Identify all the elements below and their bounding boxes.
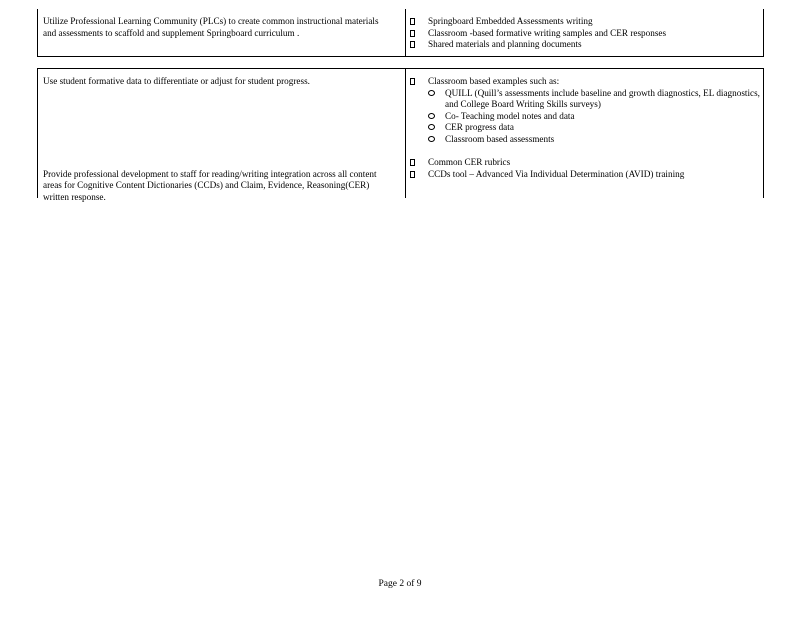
table-strategy-1 [37,9,764,57]
bullet-box-icon [410,18,415,25]
bullet-box-icon [410,78,415,85]
column-divider [405,9,406,56]
list-item: Classroom -based formative writing samples and CER responses [410,28,760,40]
list-item: Classroom based examples such as: [410,76,760,88]
column-divider [405,69,406,198]
sub-list-item: CER progress data [410,122,760,134]
bullet-box-icon [410,30,415,37]
circle-bullet-icon [428,136,435,142]
list-item: Springboard Embedded Assessments writing [410,16,760,28]
strategy-text: Provide professional development to staff for reading/writing integration across all content areas for Cognitive Content Dictionaries (CCDs) and Claim, Evidence, Reasoning(CER) written response. [43,168,377,202]
sub-list-item: Classroom based assessments [410,134,760,146]
bullet-box-icon [410,41,415,48]
list-item: Common CER rubrics [410,157,760,169]
list-item: CCDs tool – Advanced Via Individual Determination (AVID) training [410,169,760,181]
sub-list-item: Co- Teaching model notes and data [410,111,760,123]
evidence-list [410,157,760,180]
evidence-list [410,76,760,146]
strategy-text: Utilize Professional Learning Community (PLCs) to create common instructional materials and assessments to scaffold and supplement Springboard curriculum . [43,16,379,38]
bullet-box-icon [410,159,415,166]
table-strategy-2 [37,68,764,202]
circle-bullet-icon [428,124,435,130]
sub-list-item: QUILL (Quill’s assessments include baseline and growth diagnostics, EL diagnostics, and College Board Writing Skills surveys) [410,88,760,111]
bullet-box-icon [410,171,415,178]
circle-bullet-icon [428,113,435,119]
list-item: Shared materials and planning documents [410,39,760,51]
page-number: Page 2 of 9 [378,579,422,589]
evidence-list [410,16,760,51]
circle-bullet-icon [428,90,435,96]
strategy-text: Use student formative data to differentiate or adjust for student progress. [43,76,310,86]
